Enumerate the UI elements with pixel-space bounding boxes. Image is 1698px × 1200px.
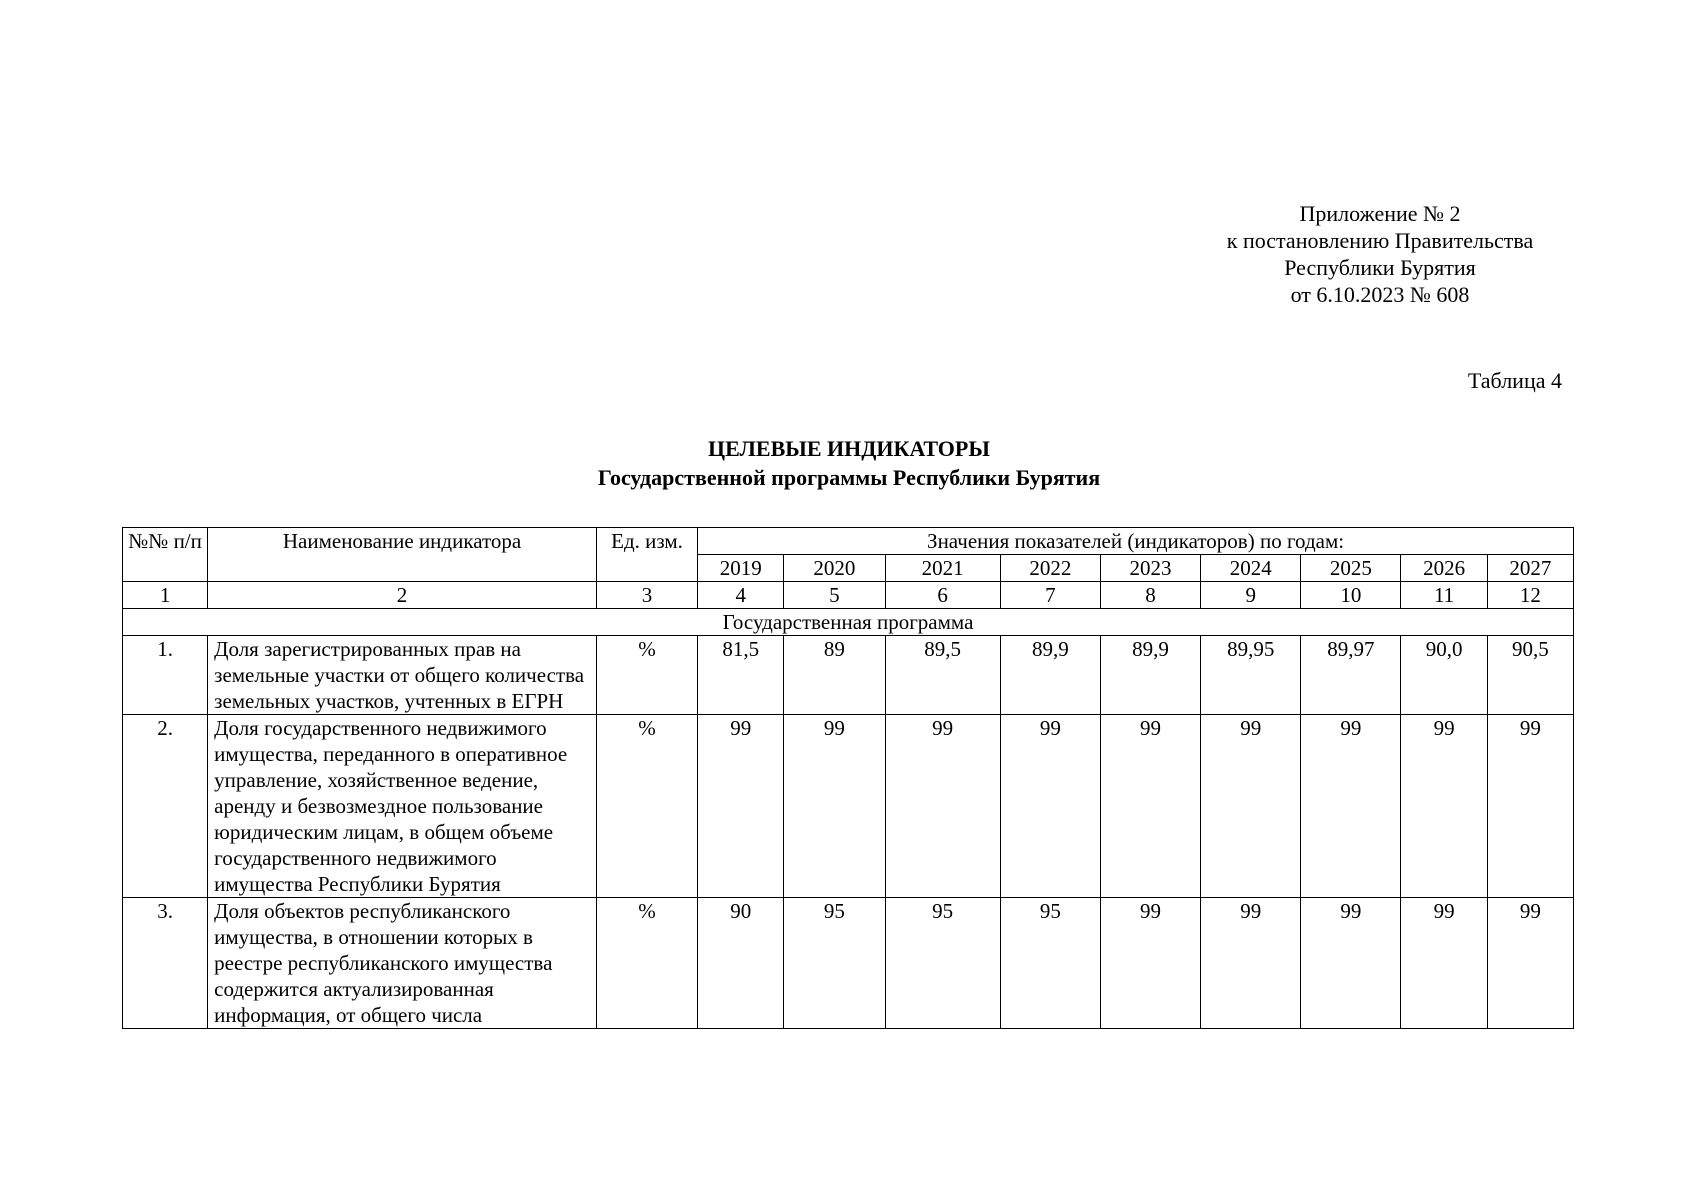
column-numbers-row [123, 582, 1574, 609]
row-value: 99 [1201, 898, 1301, 1029]
row-value: 99 [698, 715, 784, 898]
header-year: 2023 [1100, 555, 1200, 582]
section-row [123, 609, 1574, 636]
header-row [123, 528, 1574, 555]
row-value: 99 [1100, 715, 1200, 898]
header-unit: Ед. изм. [596, 528, 697, 582]
row-value: 99 [1301, 715, 1401, 898]
table-label: Таблица 4 [1467, 368, 1562, 393]
row-value: 99 [1000, 715, 1100, 898]
column-number: 10 [1301, 582, 1401, 609]
row-unit: % [596, 636, 697, 715]
header-year: 2020 [784, 555, 885, 582]
section-title: Государственная программа [123, 609, 1574, 636]
row-value: 99 [1201, 715, 1301, 898]
row-value: 99 [1487, 898, 1573, 1029]
appendix-line: к постановлению Правительства [1226, 228, 1534, 253]
document-title [0, 434, 1698, 492]
row-value: 89,95 [1201, 636, 1301, 715]
appendix-line: от 6.10.2023 № 608 [1290, 282, 1470, 307]
column-number: 2 [208, 582, 597, 609]
header-year: 2021 [885, 555, 1000, 582]
row-value: 89,97 [1301, 636, 1401, 715]
header-year: 2027 [1487, 555, 1573, 582]
header-year: 2024 [1201, 555, 1301, 582]
row-value: 99 [1100, 898, 1200, 1029]
appendix-block [1180, 200, 1580, 308]
header-name: Наименование индикатора [208, 528, 597, 582]
column-number: 7 [1000, 582, 1100, 609]
row-value: 99 [784, 715, 885, 898]
row-value: 89 [784, 636, 885, 715]
column-number: 9 [1201, 582, 1301, 609]
row-value: 95 [784, 898, 885, 1029]
row-value: 89,9 [1100, 636, 1200, 715]
row-value: 99 [1301, 898, 1401, 1029]
row-value: 95 [1000, 898, 1100, 1029]
table-row [123, 898, 1574, 1029]
table-row [123, 715, 1574, 898]
title-line: ЦЕЛЕВЫЕ ИНДИКАТОРЫ [708, 436, 990, 461]
row-num: 3. [123, 898, 208, 1029]
table-row [123, 636, 1574, 715]
row-value: 90,5 [1487, 636, 1573, 715]
column-number: 5 [784, 582, 885, 609]
row-value: 95 [885, 898, 1000, 1029]
appendix-line: Приложение № 2 [1299, 201, 1461, 226]
row-value: 90,0 [1401, 636, 1487, 715]
column-number: 4 [698, 582, 784, 609]
header-year: 2026 [1401, 555, 1487, 582]
column-number: 8 [1100, 582, 1200, 609]
row-name: Доля зарегистрированных прав на земельные участки от общего количества земельных участков, учтенных в ЕГРН [208, 636, 597, 715]
row-value: 90 [698, 898, 784, 1029]
row-num: 2. [123, 715, 208, 898]
header-year: 2022 [1000, 555, 1100, 582]
header-num: №№ п/п [123, 528, 208, 582]
column-number: 11 [1401, 582, 1487, 609]
indicators-table [122, 527, 1574, 1029]
header-values-group: Значения показателей (индикаторов) по годам: [698, 528, 1574, 555]
row-unit: % [596, 898, 697, 1029]
header-year: 2025 [1301, 555, 1401, 582]
row-unit: % [596, 715, 697, 898]
column-number: 12 [1487, 582, 1573, 609]
row-value: 81,5 [698, 636, 784, 715]
title-line: Государственной программы Республики Бурятия [597, 465, 1101, 490]
row-num: 1. [123, 636, 208, 715]
column-number: 1 [123, 582, 208, 609]
header-year: 2019 [698, 555, 784, 582]
row-value: 89,9 [1000, 636, 1100, 715]
column-number: 3 [596, 582, 697, 609]
appendix-line: Республики Бурятия [1284, 255, 1476, 280]
row-value: 99 [1401, 898, 1487, 1029]
column-number: 6 [885, 582, 1000, 609]
row-value: 89,5 [885, 636, 1000, 715]
row-name: Доля государственного недвижимого имущества, переданного в оперативное управление, хозяйственное ведение, аренду и безвозмездное пользование юридическим лицам, в общем объеме государственного недвижимого имущества Республики Бурятия [208, 715, 597, 898]
row-value: 99 [1487, 715, 1573, 898]
row-value: 99 [885, 715, 1000, 898]
row-name: Доля объектов республиканского имущества, в отношении которых в реестре республиканского имущества содержится актуализированная информация, от общего числа [208, 898, 597, 1029]
row-value: 99 [1401, 715, 1487, 898]
